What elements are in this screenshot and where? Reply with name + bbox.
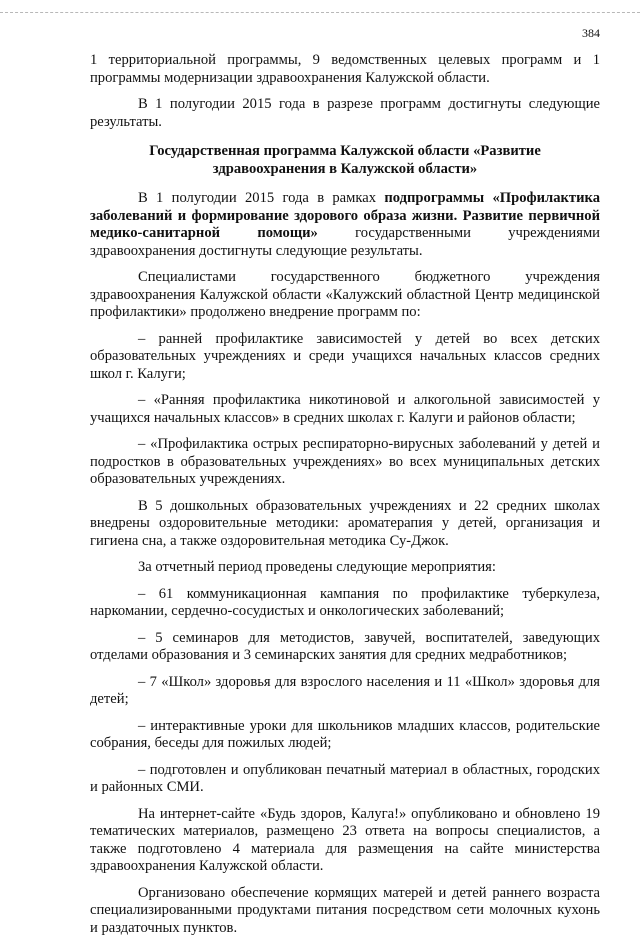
section-heading xyxy=(90,143,600,178)
event-item: – подготовлен и опубликован печатный материал в областных, городских и районных СМИ. xyxy=(90,761,600,795)
page-number: 384 xyxy=(582,26,600,40)
center-paragraph: Специалистами государственного бюджетного учреждения здравоохранения Калужской области «Калужский областной Центр медицинской профилактики» продолжено внедрение программ по: xyxy=(90,269,600,320)
period-paragraph: За отчетный период проведены следующие мероприятия: xyxy=(138,559,496,575)
internet-paragraph: На интернет-сайте «Будь здоров, Калуга!» опубликовано и обновлено 19 тематических материалов, размещено 23 ответа на вопросы специалистов, а также подготовлено 4 материала для размещения на сайте министерства здравоохранения Калужской области. xyxy=(90,805,600,874)
event-item: – 7 «Школ» здоровья для взрослого населения и 11 «Школ» здоровья для детей; xyxy=(90,673,600,707)
subprogram-title: подпрограммы «Профилактика заболеваний и формирование здорового образа жизни. Развитие первичной медико-санитарной помощи» xyxy=(90,190,600,241)
intro-continuation: 1 территориальной программы, 9 ведомственных целевых программ и 1 программы модернизации здравоохранения Калужской области. xyxy=(90,52,600,86)
document-body xyxy=(90,52,600,946)
scan-header-line xyxy=(0,12,640,13)
methods-paragraph: В 5 дошкольных образовательных учреждениях и 22 средних школах внедрены оздоровительные методики: ароматерапия у детей, организация и гигиена сна, а также оздоровительная методика Су-Джок. xyxy=(90,497,600,549)
nutrition-paragraph: Организовано обеспечение кормящих матерей и детей раннего возраста специализированными продуктами питания посредством сети молочных кухонь и раздаточных пунктов. xyxy=(90,884,600,936)
subprogram-paragraph xyxy=(90,190,600,260)
intro-summary: В 1 полугодии 2015 года в разрезе программ достигнуты следующие результаты. xyxy=(90,96,600,130)
program-item: – «Профилактика острых респираторно-вирусных заболеваний у детей и подростков в образовательных учреждениях» во всех муниципальных детских образовательных учреждениях. xyxy=(90,436,600,487)
subprogram-after: государственными учреждениями здравоохранения достигнуты следующие результаты. xyxy=(90,225,600,259)
event-item: – 5 семинаров для методистов, завучей, воспитателей, заведующих отделами образования и 3 семинарских занятия для средних медработников; xyxy=(90,629,600,663)
event-item: – 61 коммуникационная кампания по профилактике туберкулеза, наркомании, сердечно-сосудистых и онкологических заболеваний; xyxy=(90,585,600,619)
program-item: – ранней профилактике зависимостей у детей во всех детских образовательных учреждениях и среди учащихся начальных классов средних школ г. Калуги; xyxy=(90,330,600,382)
section-heading-line-2: здравоохранения в Калужской области» xyxy=(212,160,478,177)
program-item: – «Ранняя профилактика никотиновой и алкогольной зависимостей у учащихся начальных классов» в средних школах г. Калуги и районов области; xyxy=(90,392,600,426)
subprogram-before: В 1 полугодии 2015 года в рамках xyxy=(138,190,385,206)
section-heading-line-1: Государственная программа Калужской области «Развитие xyxy=(149,143,541,159)
event-item: – интерактивные уроки для школьников младших классов, родительские собрания, беседы для пожилых людей; xyxy=(90,717,600,751)
